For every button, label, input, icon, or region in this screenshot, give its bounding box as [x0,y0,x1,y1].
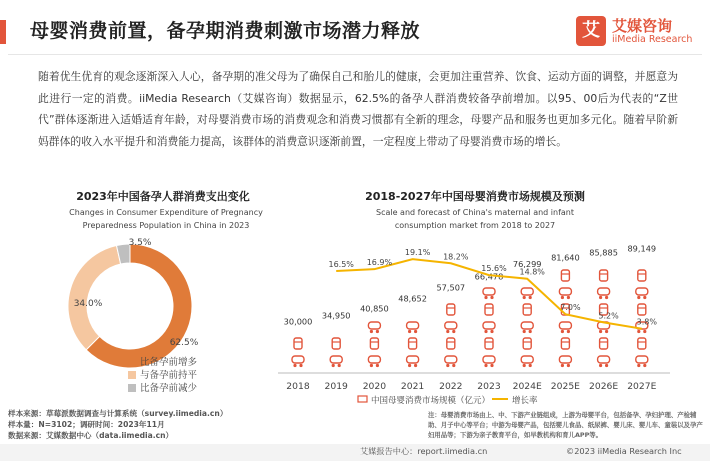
wheel-icon [561,296,564,299]
stroller-icon [445,356,457,363]
stroller-icon [636,356,648,363]
wheel-icon [599,330,602,333]
market-chart-title: 2018-2027年中国母婴消费市场规模及预测 [365,190,585,203]
x-tick-label: 2024E [512,381,542,392]
report-site-link[interactable]: 艾媒报告中心：report.iimedia.cn [360,446,488,456]
wheel-icon [529,296,532,299]
legend-swatch-icon [128,384,136,392]
donut-legend-same [128,367,197,381]
bottle-icon [561,338,569,349]
stroller-icon [368,356,380,363]
x-tick-label: 2018 [286,381,310,392]
header-divider [8,54,702,55]
bar-value-label: 57,507 [436,282,466,293]
wheel-icon [599,296,602,299]
stroller-icon [559,322,571,329]
wheel-icon [561,364,564,367]
legend-bar-label: 中国母婴消费市场规模（亿元） [371,396,491,406]
x-tick-label: 2025E [550,381,580,392]
market-chart-subtitle: Scale and forecast of China's maternal and infant consumption market from 2018 to 2027 [375,208,575,230]
donut-legend-label: 比备孕前增多 [140,357,198,368]
wheel-icon [332,364,335,367]
footer-data-source: 数据来源：艾媒数据中心（data.iimedia.cn） [8,431,174,440]
stroller-icon [292,356,304,363]
page-title: 母婴消费前置，备孕期消费刺激市场潜力释放 [30,20,421,42]
x-tick-label: 2019 [324,381,348,392]
growth-data-label: 15.6% [481,264,507,274]
legend-swatch-icon [128,358,136,366]
wheel-icon [338,364,341,367]
bar-value-label: 89,149 [627,243,657,254]
growth-data-label: 5.2% [598,311,619,321]
legend-swatch-icon [128,371,136,379]
logo-en-text: iiMedia Research [612,34,693,45]
title-accent-bar [0,20,6,44]
wheel-icon [484,330,487,333]
growth-data-label: 16.5% [328,260,354,269]
wheel-icon [484,364,487,367]
legend-line-label: 增长率 [512,396,538,406]
wheel-icon [529,330,532,333]
stroller-icon [407,356,419,363]
bar-value-label: 34,950 [321,310,351,321]
wheel-icon [637,330,640,333]
market-chart [270,228,700,408]
bar-value-label: 30,000 [283,316,313,327]
stroller-icon [598,288,610,295]
donut-data-label: 34.0% [73,299,103,309]
x-tick-label: 2021 [400,381,425,392]
donut-legend-label: 比备孕前减少 [140,383,198,394]
bar-icon-column [292,338,304,367]
wheel-icon [452,364,455,367]
wheel-icon [446,364,449,367]
stroller-icon [483,356,495,363]
wheel-icon [446,330,449,333]
wheel-icon [567,364,570,367]
bottle-icon [561,270,569,281]
intro-paragraph: 随着优生优育的观念逐渐深入人心，备孕期的准父母为了确保自己和胎儿的健康，会更加注重营养、饮食、运动方面的调整，并愿意为此进行一定的消费。iiMedia Research（艾媒咨询）数据显示，62.5%的备孕人群消费较备孕前增加。以95、00后为代表的“Z世代”群体逐渐进入适婚适育年龄，对母婴消费市场的消费观念和消费习惯都有全新的理念，母婴产品和服务也更加多元化。随着早阶新妈群体的收入水平提升和消费能力提高，该群体的消费意识逐渐前置，一定程度上带动了母婴消费市场的增长。 [38,70,678,148]
wheel-icon [523,330,526,333]
bar-value-label: 40,850 [360,303,389,314]
stroller-icon [559,356,571,363]
bar-icon-column [330,338,342,367]
bottle-icon [485,304,493,315]
wheel-icon [605,330,608,333]
bottle-icon [447,338,455,349]
wheel-icon [599,364,602,367]
wheel-icon [643,330,646,333]
footer-sample: 样本量：N=3102；调研时间：2023年11月 [8,420,165,429]
bottle-icon [409,338,417,349]
bottle-icon [370,338,378,349]
bottle-icon [638,304,646,315]
logo-cn-text: 艾媒咨询 [612,17,673,35]
donut-chart-subtitle: Changes in Consumer Expenditure of Pregnancy Preparedness Population in China in 2023 [69,208,263,230]
bottle-icon [332,338,340,349]
wheel-icon [567,296,570,299]
x-tick-label: 2027E [627,381,657,392]
bar-icon-column [368,322,380,367]
logo-mark-icon: 艾 [576,16,606,46]
wheel-icon [408,364,411,367]
growth-data-label: 16.9% [366,258,393,268]
wheel-icon [523,296,526,299]
x-tick-label: 2022 [439,381,463,392]
donut-chart-title: 2023年中国备孕人群消费支出变化 [76,190,250,203]
bottle-icon [600,270,608,281]
bottle-icon [600,338,608,349]
wheel-icon [414,330,417,333]
bar-icon-column [445,304,457,367]
donut-legend-increase [128,354,197,368]
x-tick-label: 2023 [477,381,501,392]
wheel-icon [452,330,455,333]
bar-icon-column [521,288,533,367]
wheel-icon [605,364,608,367]
stroller-icon [521,356,533,363]
wheel-icon [605,296,608,299]
wheel-icon [490,296,493,299]
footer-source: 样本来源：草莓派数据调查与计算系统（survey.iimedia.cn） [8,409,228,418]
donut-slice [68,245,121,349]
wheel-icon [529,364,532,367]
growth-data-label: 14.8% [519,267,545,277]
bar-value-label: 48,652 [398,293,427,304]
footer-note: 注：母婴消费市场由上、中、下游产业链组成，上游为母婴平台，包括备孕、孕妇护理、产检辅助、月子中心等平台；中游为母婴产品，包括婴儿食品、纸尿裤、婴儿床、婴儿车、童装以及孕产妇用品等；下游为亲子教育平台，如早教机构和育儿APP等。 [428,411,703,439]
wheel-icon [408,330,411,333]
wheel-icon [637,296,640,299]
x-tick-label: 2020 [362,381,387,392]
wheel-icon [637,364,640,367]
bar-icon-column [407,322,419,367]
wheel-icon [376,330,379,333]
growth-data-label: 7.0% [560,303,581,313]
wheel-icon [293,364,296,367]
stroller-icon [445,322,457,329]
bottle-icon [294,338,302,349]
stroller-icon [407,322,419,329]
x-tick-label: 2026E [589,381,619,392]
bar-icon-column [483,288,495,367]
stroller-icon [330,356,342,363]
growth-data-label: 19.1% [404,248,431,258]
footer-notes [8,408,227,441]
bar-value-label: 76,299 [512,259,542,270]
growth-data-label: 3.8% [636,317,657,327]
bar-value-label: 66,478 [474,271,504,282]
donut-data-label: 62.5% [169,338,199,348]
wheel-icon [414,364,417,367]
growth-data-label: 18.2% [443,252,469,262]
bottle-icon [447,304,455,315]
bar-value-label: 81,640 [551,252,580,263]
stroller-icon [368,322,380,329]
wheel-icon [376,364,379,367]
stroller-icon [521,322,533,329]
stroller-icon [636,288,648,295]
stroller-icon [598,356,610,363]
wheel-icon [370,364,373,367]
donut-legend-label: 与备孕前持平 [140,370,198,381]
copyright: ©2023 iiMedia Research Inc [566,446,682,456]
wheel-icon [567,330,570,333]
bottle-icon [638,338,646,349]
wheel-icon [523,364,526,367]
bar-value-label: 85,885 [589,247,618,258]
bar-icon-column [559,270,571,367]
stroller-icon [559,288,571,295]
donut-legend-decrease [128,380,197,394]
bottle-icon [523,304,531,315]
stroller-icon [483,322,495,329]
stroller-icon [483,288,495,295]
legend-bar-icon [358,396,367,402]
bottle-icon [485,338,493,349]
wheel-icon [643,296,646,299]
wheel-icon [490,330,493,333]
wheel-icon [299,364,302,367]
donut-data-label: 3.5% [128,238,152,248]
iimedia-logo [576,16,704,50]
wheel-icon [561,330,564,333]
wheel-icon [643,364,646,367]
wheel-icon [484,296,487,299]
market-legend [358,395,538,406]
bottle-icon [638,270,646,281]
wheel-icon [490,364,493,367]
bottle-icon [523,338,531,349]
stroller-icon [521,288,533,295]
wheel-icon [370,330,373,333]
